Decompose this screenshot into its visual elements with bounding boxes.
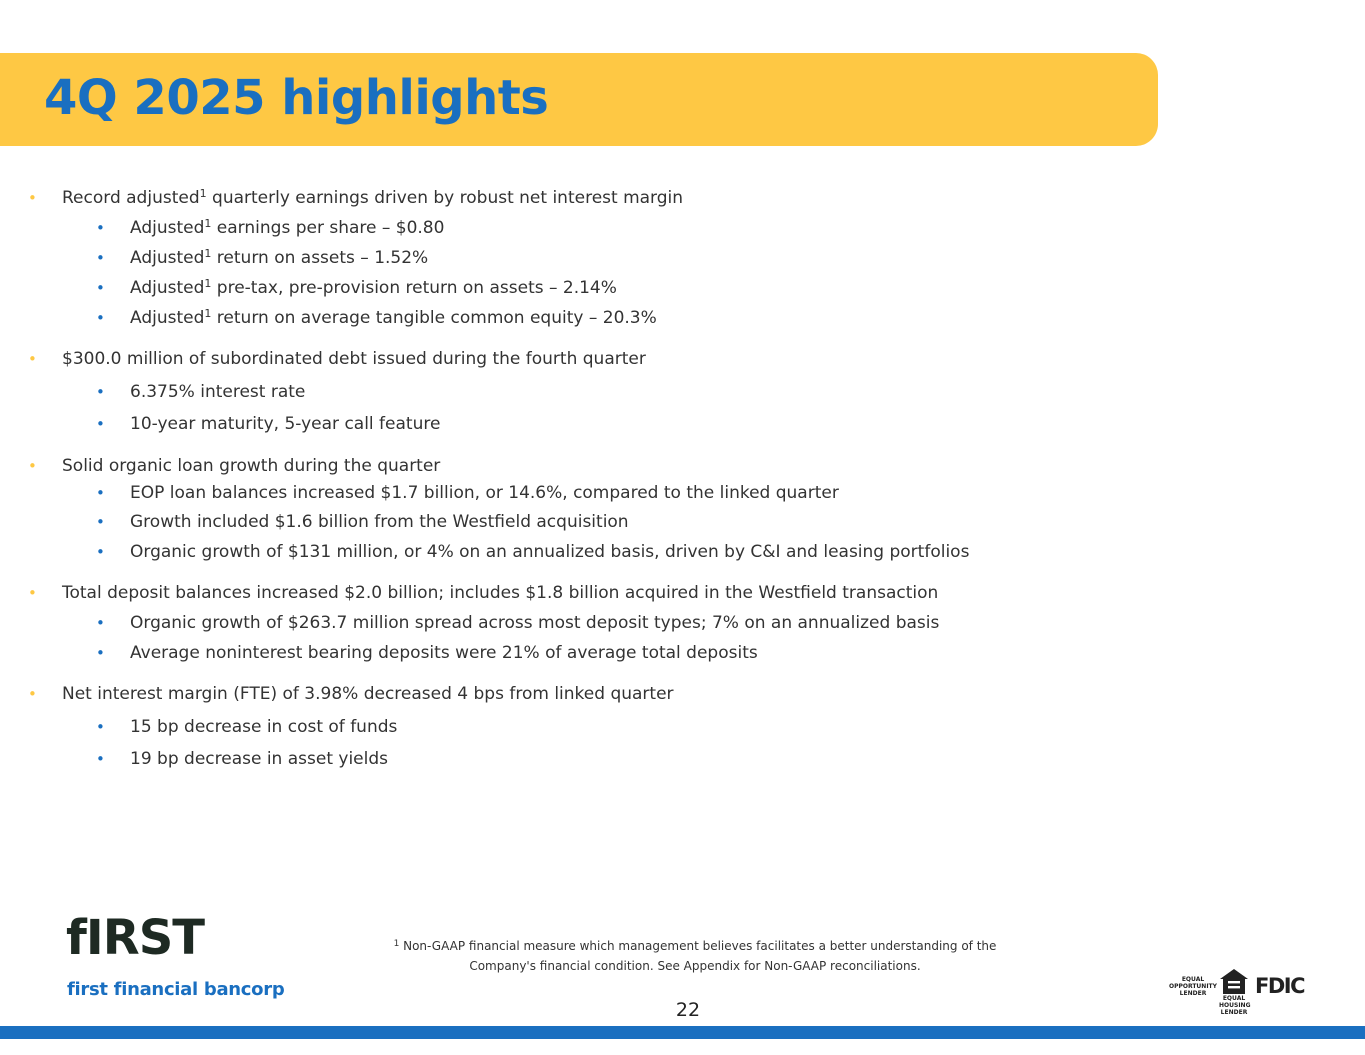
bullet-secondary (96, 642, 758, 664)
bullet-secondary (96, 307, 657, 329)
bullet-secondary (96, 381, 306, 403)
bullet-dot-yellow: • (28, 189, 37, 207)
bullet-secondary (96, 541, 970, 563)
company-logo-wordmark: fIRST (66, 910, 205, 966)
bullet-dot-yellow: • (28, 457, 37, 475)
bullet-secondary (96, 748, 389, 770)
bullet-primary (28, 582, 939, 604)
footnote-marker: 1 (204, 307, 212, 320)
bullet-dot-blue: • (96, 513, 105, 531)
bullet-dot-blue: • (96, 614, 105, 632)
bullet-secondary (96, 612, 940, 634)
bullet-text: 6.375% interest rate (130, 382, 306, 402)
bullet-text: Adjusted (130, 278, 205, 298)
bullet-secondary (96, 482, 839, 504)
bullet-text: Organic growth of $131 million, or 4% on an annualized basis, driven by C&I and leasing portfolios (130, 542, 970, 562)
bullet-text: EOP loan balances increased $1.7 billion, or 14.6%, compared to the linked quarter (130, 483, 839, 503)
footnote-marker: 1 (199, 187, 207, 200)
bullet-text: Adjusted (130, 218, 205, 238)
bullet-dot-blue: • (96, 750, 105, 768)
bullet-text-rest: earnings per share – $0.80 (211, 218, 445, 238)
fdic-logo: FDIC (1255, 974, 1305, 998)
bullet-text: 10-year maturity, 5-year call feature (130, 414, 441, 434)
bullet-text-rest: pre-tax, pre-provision return on assets – 2.14% (211, 278, 617, 298)
bullet-dot-blue: • (96, 718, 105, 736)
bullet-text: Solid organic loan growth during the quarter (62, 456, 441, 476)
bullet-primary (28, 455, 441, 477)
bullet-text: Adjusted (130, 308, 205, 328)
bullet-primary (28, 348, 646, 370)
bullet-text-rest: return on assets – 1.52% (211, 248, 429, 268)
company-logo-tagline: first financial bancorp (67, 979, 285, 1000)
footnote-line-1: Non-GAAP financial measure which management believes facilitates a better understanding of the (399, 939, 997, 953)
bullet-text: 15 bp decrease in cost of funds (130, 717, 398, 737)
page-number: 22 (675, 999, 701, 1021)
badge-line: EQUAL (1181, 976, 1205, 983)
bullet-text: Average noninterest bearing deposits were 21% of average total deposits (130, 643, 758, 663)
bullet-dot-blue: • (96, 543, 105, 561)
page-title: 4Q 2025 highlights (44, 70, 549, 126)
bullet-dot-blue: • (96, 644, 105, 662)
bullet-dot-yellow: • (28, 685, 37, 703)
bullet-dot-blue: • (96, 484, 105, 502)
bullet-text: Organic growth of $263.7 million spread across most deposit types; 7% on an annualized basis (130, 613, 940, 633)
bullet-text: Net interest margin (FTE) of 3.98% decreased 4 bps from linked quarter (62, 684, 674, 704)
bottom-accent-bar (0, 1026, 1365, 1039)
bullet-dot-blue: • (96, 219, 105, 237)
bullet-text: $300.0 million of subordinated debt issued during the fourth quarter (62, 349, 646, 369)
footnote-marker: 1 (204, 277, 212, 290)
bullet-text-rest: return on average tangible common equity – 20.3% (211, 308, 657, 328)
bullet-secondary (96, 716, 398, 738)
bullet-dot-yellow: • (28, 584, 37, 602)
bullet-primary (28, 187, 684, 209)
bullet-dot-blue: • (96, 415, 105, 433)
badge-line: OPPORTUNITY (1168, 983, 1217, 990)
equal-housing-icon (1219, 968, 1249, 995)
bullet-secondary (96, 511, 629, 533)
bullet-text: Growth included $1.6 billion from the Westfield acquisition (130, 512, 629, 532)
bullet-dot-blue: • (96, 309, 105, 327)
bullet-text: 19 bp decrease in asset yields (130, 749, 389, 769)
bullet-text: Adjusted (130, 248, 205, 268)
bullet-secondary (96, 277, 617, 299)
footnote (380, 936, 1010, 976)
bullet-dot-yellow: • (28, 350, 37, 368)
equal-housing-lender-label: EQUAL HOUSING LENDER (1219, 995, 1251, 1016)
equal-opportunity-lender-badge (1168, 976, 1218, 997)
footnote-marker: 1 (204, 247, 212, 260)
footnote-line-2: Company's financial condition. See Appendix for Non-GAAP reconciliations. (469, 959, 921, 973)
bullet-secondary (96, 247, 429, 269)
bullet-text-rest: quarterly earnings driven by robust net interest margin (206, 188, 684, 208)
bullet-text: Record adjusted (62, 188, 200, 208)
bullet-secondary (96, 217, 445, 239)
bullet-dot-blue: • (96, 279, 105, 297)
badge-line: LENDER (1179, 990, 1207, 997)
bullet-dot-blue: • (96, 249, 105, 267)
footnote-marker: 1 (393, 939, 400, 949)
bullet-text: Total deposit balances increased $2.0 billion; includes $1.8 billion acquired in the Westfield transaction (62, 583, 939, 603)
footnote-marker: 1 (204, 217, 212, 230)
bullet-primary (28, 683, 674, 705)
bullet-secondary (96, 413, 441, 435)
bullet-dot-blue: • (96, 383, 105, 401)
